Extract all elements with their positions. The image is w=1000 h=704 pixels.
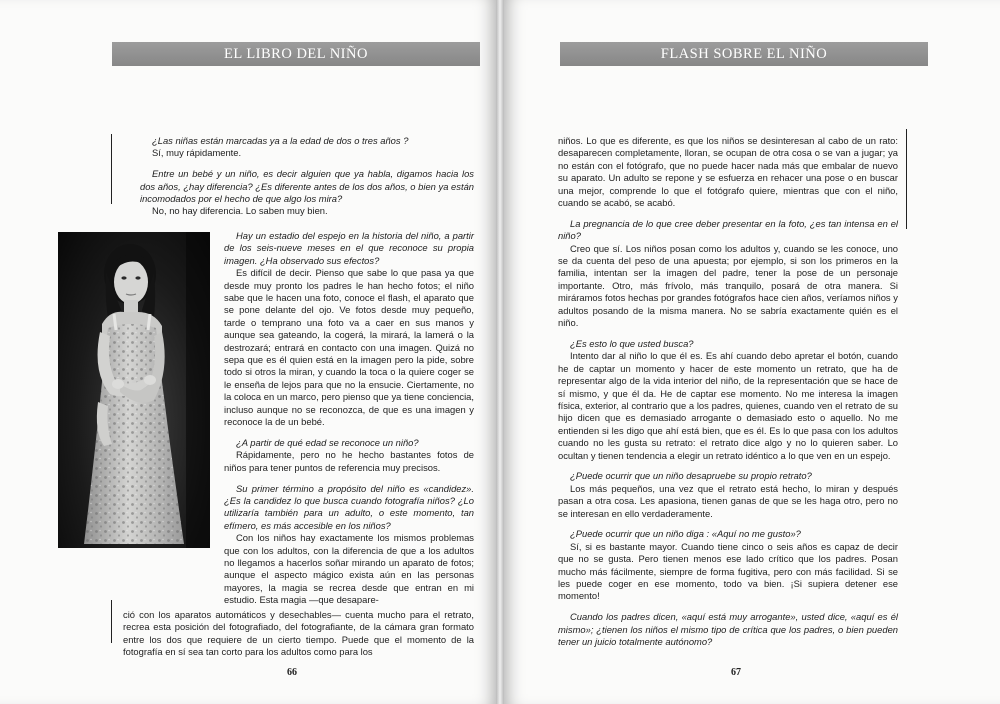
left-top-text [140, 135, 474, 218]
right-page [504, 0, 1000, 704]
question-paragraph: ¿Puede ocurrir que un niño desapruebe su propio retrato? [570, 470, 812, 482]
question-paragraph: Su primer término a propósito del niño es «candidez». ¿Es la candidez lo que busca cuando fotografía niños? ¿Lo utilizaría también para un adulto, o este momento, tan efímero, es más accesible en los niños? [224, 482, 474, 531]
question-paragraph: Hay un estadio del espejo en la historia del niño, a partir de los seis-nueve meses en el que reconoce su propia imagen. ¿Ha observado sus efectos? [224, 230, 474, 266]
answer-paragraph: Creo que sí. Los niños posan como los adultos y, cuando se les conoce, uno se da cuenta del peso de una apuesta; por ejemplo, si son los primeros en la familia, intentan ser la imagen del padre, tener la pose de un personaje importante. Otro, más frívolo, más tranquilo, posará de otra manera. Si miráramos fotos hechas por grandes fotógrafos hace cien años, veríamos niños y adultos posando de la misma manera. No se sabría exactamente quién es el niño. [558, 242, 898, 329]
right-main-text [558, 135, 898, 648]
left-page [0, 0, 496, 704]
right-running-header: FLASH SOBRE EL NIÑO [560, 42, 928, 66]
left-side-text [224, 230, 474, 607]
answer-paragraph: Es difícil de decir. Pienso que sabe lo que pasa ya que desde muy pronto los padres le han hecho fotos; el niño sabe que le hacen una foto, conoce el flash, el aparato que se pone delante del ojo. Ve fotos desde muy pequeño, tarde o temprano una foto va a caer en sus manos y aunque sea gateando, la cogerá, la mirará, la lamerá o la destrozará; entrará en contacto con una imagen. Quizá no sepa que es él quien está en la imagen pero la pide, sobre todo si otros la miran, y cuando la toca o la quiere coger se le enseña de lejos para que no la ensucie. Ciertamente, no la coloca en un marco, pero pienso que ya tiene conciencia, incluso aunque no se reconozca, de que es una imagen y reconoce la de un bebé. [224, 267, 474, 428]
girl-portrait-drawing [58, 232, 210, 548]
answer-paragraph: niños. Lo que es diferente, es que los niños se desinteresan al cabo de un rato: desaparecen completamente, lloran, se ocupan de otra cosa o se van a jugar; ya no están con el fotógrafo, que no puede hacer nada más que embalar de nuevo su aparato. Un adulto se repone y se esfuerza en rehacer una pose o en buscar una mejor, comprende lo que el fotógrafo quiere, mientras que con el niño, cuando se acabó, se acabó. [558, 135, 898, 209]
left-running-header: EL LIBRO DEL NIÑO [112, 42, 480, 66]
right-margin-rule [906, 129, 907, 229]
question-paragraph: ¿A partir de qué edad se reconoce un niño? [236, 436, 419, 448]
left-page-number: 66 [287, 667, 297, 678]
left-margin-rule-bottom [111, 600, 112, 643]
answer-paragraph: Con los niños hay exactamente los mismos problemas que con los adultos, con la diferencia de que a los adultos no llegamos a hacerlos soñar mirando un aparato de fotos; aunque el aspecto mágico exista aún en las personas mayores, la magia se recrea desde que entran en mi estudio. Esta magia —que desapare- [224, 532, 474, 606]
girl-portrait-photo [58, 232, 210, 548]
book-gutter [496, 0, 504, 704]
answer-paragraph: Sí, si es bastante mayor. Cuando tiene cinco o seis años es capaz de decir que no se gusta. Pero tienen menos ese lado crítico que los padres. Posan mucho más fácilmente, siempre de forma fugitiva, pero con más facilidad. Si se les puede coger en ese momento, todo va bien. ¡Si supiera detener ese momento! [558, 540, 898, 602]
answer-paragraph: Intento dar al niño lo que él es. Es ahí cuando debo apretar el botón, cuando he de captar un momento y hacer de este momento un retrato, que ha de representar algo de la vida interior del niño, de la representación que se hace de sí mismo, y que él da. He de captar ese momento. No me interesa la imagen física, exterior, al contrario que a los padres, quienes, cuando ven el retrato de su hijo dicen que es demasiado arrogante o demasiado esto o aquello. No me entienden si les digo que ahí está bien, que es él. Es lo que pasa con los adultos cuando no les gusta su retrato: el retrato dice algo y no lo quieren saber. Lo ocultan y tienen tendencia a elegir un retrato idéntico a lo que ven en un espejo. [558, 350, 898, 461]
answer-paragraph: Sí, muy rápidamente. [152, 147, 242, 159]
answer-paragraph: No, no hay diferencia. Lo saben muy bien. [152, 205, 328, 217]
right-page-number: 67 [731, 667, 741, 678]
left-margin-rule-top [111, 134, 112, 204]
question-paragraph: Cuando los padres dicen, «aquí está muy arrogante», usted dice, «aquí es él mismo»; ¿tienen los niños el mismo tipo de crítica que los padres, o bien pueden tener un juicio totalmente autónomo? [558, 611, 898, 647]
question-paragraph: La pregnancia de lo que cree deber presentar en la foto, ¿es tan intensa en el niño? [558, 217, 898, 242]
question-paragraph: ¿Es esto lo que usted busca? [570, 337, 694, 349]
answer-paragraph: Rápidamente, pero no he hecho bastantes fotos de niños para tener puntos de referencia muy precisos. [224, 449, 474, 473]
answer-paragraph: Los más pequeños, una vez que el retrato está hecho, lo miran y después pasan a otra cosa. Les apasiona, tienen ganas de que se les haga otro, pero no se interesan en ello verdaderamente. [558, 482, 898, 519]
left-bottom-text [123, 609, 474, 659]
question-paragraph: ¿Puede ocurrir que un niño diga : «Aquí no me gusto»? [570, 528, 801, 540]
question-paragraph: Entre un bebé y un niño, es decir alguien que ya habla, digamos hacia los dos años, ¿hay diferencia? ¿Es diferente antes de los dos años, o bien ya están incomodados por el hecho de que algo los mira? [140, 168, 474, 205]
question-paragraph: ¿Las niñas están marcadas ya a la edad de dos o tres años ? [152, 135, 409, 146]
left-bottom-paragraph: ció con los aparatos automáticos y desechables— cuenta mucho para el retrato, recrea esta posición del fotografiado, del fotografiante, de la cámara gran formato entre los dos que requiere de un cierto tiempo. Puede que el momento de la fotografía en sí sea tan corto para los adultos como para los [123, 609, 474, 658]
